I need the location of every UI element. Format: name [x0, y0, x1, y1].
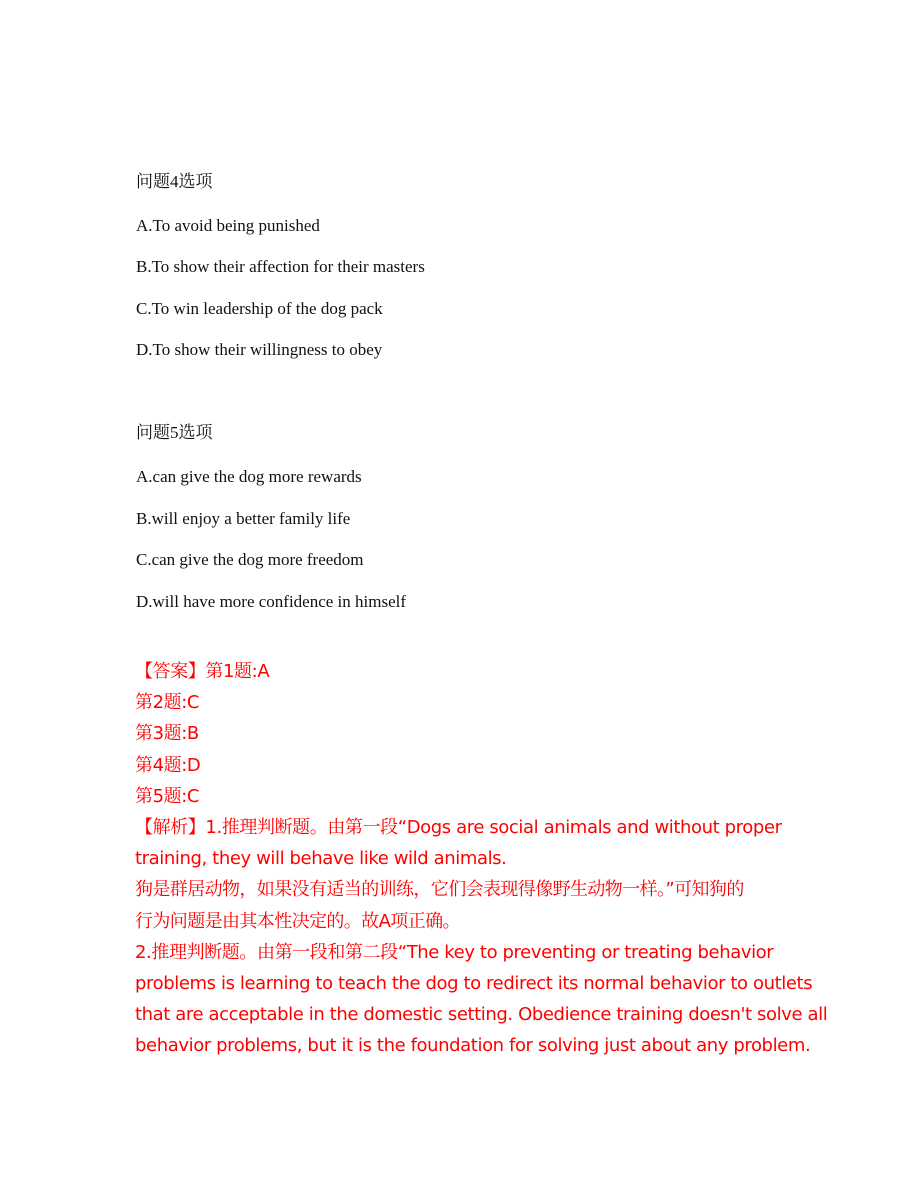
question4-heading: 问题4选项 — [136, 172, 213, 191]
analysis-line: 行为问题是由其本性决定的。故A项正确。 — [135, 910, 460, 932]
answer-line: 【答案】第1题:A — [135, 661, 270, 682]
question4-option-c: C.To win leadership of the dog pack — [136, 299, 383, 318]
question4-option-b: B.To show their affection for their masters — [136, 257, 425, 276]
answer-line: 第3题:B — [135, 723, 199, 745]
question5-option-a: A.can give the dog more rewards — [136, 467, 362, 486]
answer-line: 第5题:C — [135, 785, 200, 807]
question5-option-c: C.can give the dog more freedom — [136, 550, 364, 569]
analysis-line: 狗是群居动物，如果没有适当的训练，它们会表现得像野生动物一样。”可知狗的 — [135, 879, 744, 901]
analysis-line: that are acceptable in the domestic setting. Obedience training doesn't solve all — [135, 1004, 828, 1026]
question4-option-d: D.To show their willingness to obey — [136, 340, 383, 359]
analysis-line: behavior problems, but it is the foundation for solving just about any problem. — [135, 1035, 811, 1057]
analysis-line: 2.推理判断题。由第一段和第二段“The key to preventing or treating behavior — [135, 941, 774, 963]
analysis-line: 【解析】1.推理判断题。由第一段“Dogs are social animals and without proper — [135, 817, 782, 839]
question5-option-d: D.will have more confidence in himself — [136, 592, 407, 611]
answer-line: 第4题:D — [135, 754, 201, 776]
question5-heading: 问题5选项 — [136, 423, 213, 442]
analysis-line: training, they will behave like wild animals. — [135, 848, 507, 870]
analysis-line: problems is learning to teach the dog to redirect its normal behavior to outlets — [135, 973, 813, 995]
question4-option-a: A.To avoid being punished — [136, 216, 320, 235]
answer-line: 第2题:C — [135, 692, 200, 714]
answer-block — [135, 656, 828, 1062]
question5-option-b: B.will enjoy a better family life — [136, 509, 351, 528]
